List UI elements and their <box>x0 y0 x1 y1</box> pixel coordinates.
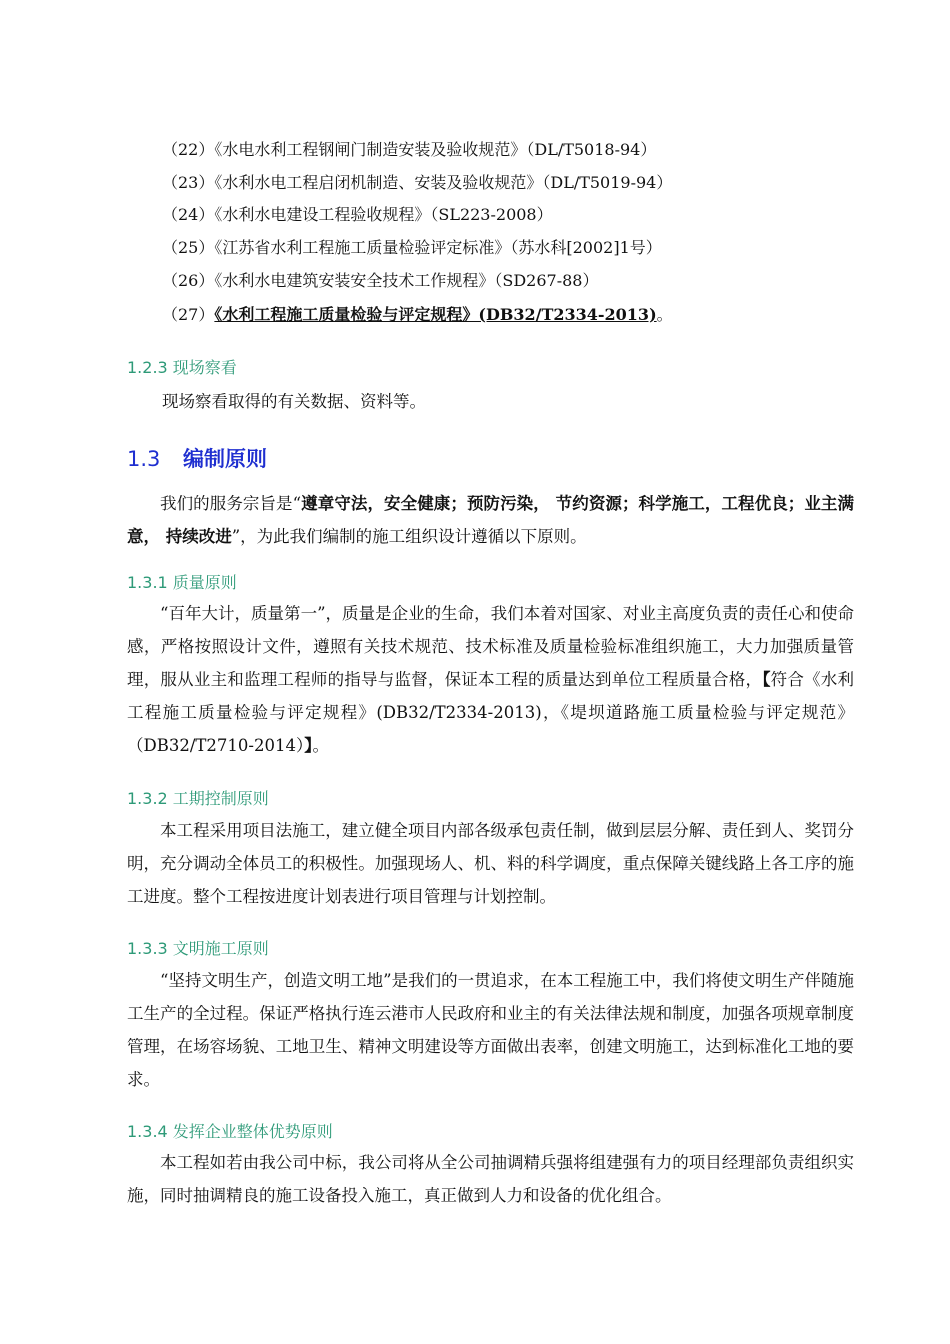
intro-pre: 我们的服务宗旨是“ <box>160 494 302 513</box>
intro-post: ”，为此我们编制的施工组织设计遵循以下原则。 <box>231 527 587 546</box>
reference-item-26: （26）《水利水电建筑安装安全技术工作规程》（SD267-88） <box>162 271 599 290</box>
section-1-3-2-heading: 1.3.2 工期控制原则 <box>127 789 269 808</box>
reference-item-25: （25）《江苏省水利工程施工质量检验评定标准》（苏水科[2002]1号） <box>162 238 662 257</box>
section-1-3-1-heading: 1.3.1 质量原则 <box>127 573 237 592</box>
bracket-close: 】 <box>304 736 313 755</box>
section-1-2-3-body: 现场察看取得的有关数据、资料等。 <box>162 392 426 411</box>
section-1-3-title: 编制原则 <box>183 447 267 471</box>
bracket-open: 【 <box>762 670 771 689</box>
section-1-3-2-body: 本工程采用项目法施工，建立健全项目内部各级承包责任制，做到层层分解、责任到人、奖罚分明，充分调动全体员工的积极性。加强现场人、机、料的科学调度，重点保障关键线路上各工序的施工进度。整个工程按进度计划表进行项目管理与计划控制。 <box>127 821 854 906</box>
reference-27-title: 《水利工程施工质量检验与评定规程》(DB32/T2334-2013) <box>214 305 657 324</box>
section-1-3-4-body: 本工程如若由我公司中标，我公司将从全公司抽调精兵强将组建强有力的项目经理部负责组织实施，同时抽调精良的施工设备投入施工，真正做到人力和设备的优化组合。 <box>127 1153 854 1205</box>
reference-item-27 <box>162 304 882 326</box>
section-1-3-3-body: “坚持文明生产，创造文明工地”是我们的一贯追求，在本工程施工中，我们将使文明生产伴随施工生产的全过程。保证严格执行连云港市人民政府和业主的有关法律法规和制度，加强各项规章制度管理，在场容场貌、工地卫生、精神文明建设等方面做出表率，创建文明施工，达到标准化工地的要求。 <box>127 971 854 1089</box>
section-1-3-1-body <box>127 597 854 762</box>
reference-27-tail: 。 <box>656 305 673 324</box>
reference-item-22: （22）《水电水利工程钢闸门制造安装及验收规范》（DL/T5018-94） <box>162 140 657 159</box>
quality-text: “百年大计，质量第一”，质量是企业的生命，我们本着对国家、对业主高度负责的责任心和使命感，严格按照设计文件，遵照有关技术规范、技术标准及质量检验标准组织施工，大力加强质量管理，服从业主和监理工程师的指导与监督，保证本工程的质量达到单位工程质量合格， <box>127 604 854 689</box>
reference-item-24: （24）《水利水电建设工程验收规程》（SL223-2008） <box>162 205 553 224</box>
section-1-3-3-heading: 1.3.3 文明施工原则 <box>127 939 269 958</box>
section-1-3-number: 1.3 <box>127 447 161 471</box>
section-1-3-heading <box>127 445 267 473</box>
reference-item-23: （23）《水利水电工程启闭机制造、安装及验收规范》（DL/T5019-94） <box>162 173 673 192</box>
section-1-3-4-heading: 1.3.4 发挥企业整体优势原则 <box>127 1122 333 1141</box>
reference-27-number: （27） <box>162 305 215 324</box>
quality-end: 。 <box>312 736 329 755</box>
quality-standards: 符合《水利工程施工质量检验与评定规程》(DB32/T2334-2013)，《堤坝道路施工质量检验与评定规范》（DB32/T2710-2014） <box>127 670 855 755</box>
section-1-3-intro <box>127 487 854 553</box>
service-motto: 遵章守法，安全健康；预防污染， 节约资源；科学施工，工程优良；业主满意， 持续改进 <box>127 494 855 546</box>
section-1-2-3-heading: 1.2.3 现场察看 <box>127 358 237 377</box>
